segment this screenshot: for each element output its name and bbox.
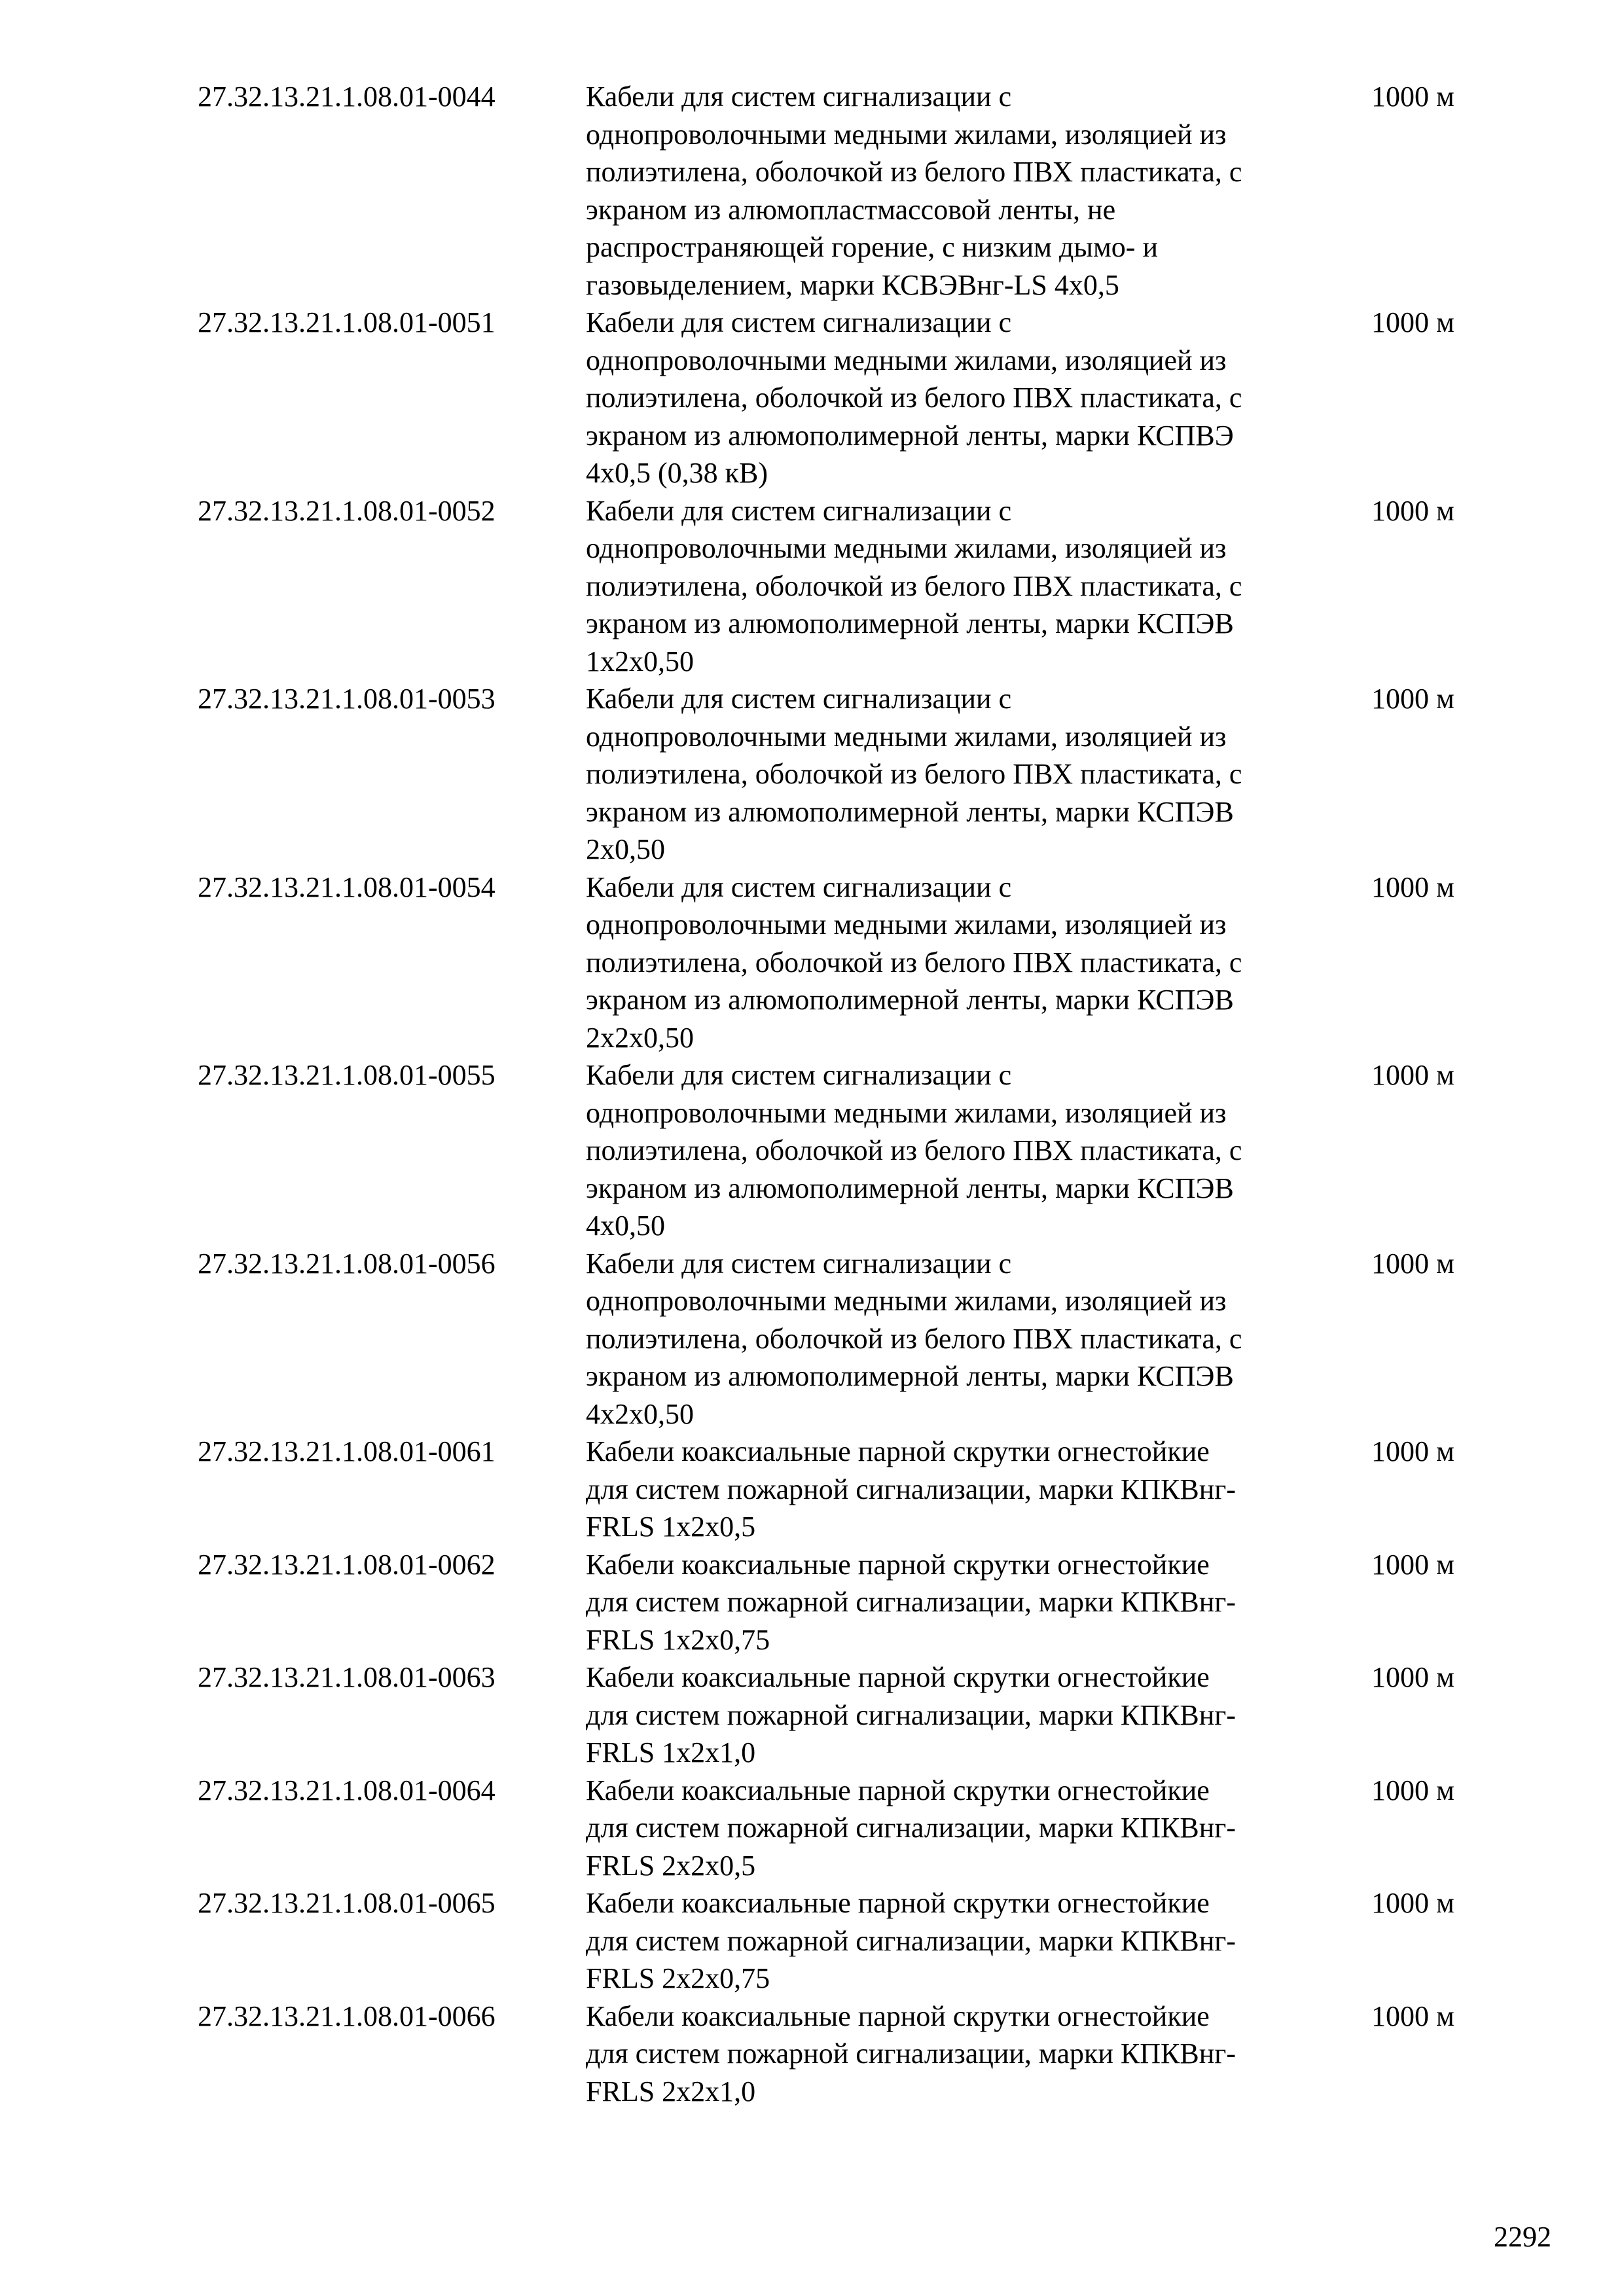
description-line: 2х2х0,50 (586, 1021, 694, 1054)
resource-code: 27.32.13.21.1.08.01-0056 (198, 1247, 496, 1280)
description-line: полиэтилена, оболочкой из белого ПВХ пластиката, с (586, 569, 1242, 602)
description-line: FRLS 2х2х1,0 (586, 2075, 756, 2108)
description-line: FRLS 1х2х1,0 (586, 1736, 756, 1768)
resource-description (586, 1884, 1371, 1998)
resource-description (586, 78, 1371, 304)
resource-code: 27.32.13.21.1.08.01-0055 (198, 1059, 496, 1091)
description-line: однопроволочными медными жилами, изоляцией из (586, 720, 1227, 753)
unit-of-measure: 1000 м (1371, 1059, 1454, 1091)
description-line: 4х0,5 (0,38 кВ) (586, 457, 768, 489)
description-line: экраном из алюмополимерной ленты, марки КСПЭВ (586, 795, 1234, 828)
unit-of-measure: 1000 м (1371, 1435, 1454, 1467)
unit-of-measure: 1000 м (1371, 870, 1454, 903)
description-line: полиэтилена, оболочкой из белого ПВХ пластиката, с (586, 156, 1242, 188)
description-line: 4х2х0,50 (586, 1397, 694, 1430)
list-item (198, 492, 1494, 681)
resource-description (586, 680, 1371, 869)
description-line: Кабели для систем сигнализации с (586, 870, 1012, 903)
description-line: Кабели коаксиальные парной скрутки огнестойкие (586, 1661, 1210, 1693)
unit-of-measure: 1000 м (1371, 1661, 1454, 1693)
resource-description (586, 1772, 1371, 1885)
description-line: для систем пожарной сигнализации, марки КПКВнг- (586, 2037, 1236, 2070)
description-line: FRLS 2х2х0,5 (586, 1849, 756, 1882)
description-line: однопроволочными медными жилами, изоляцией из (586, 118, 1227, 151)
list-item (198, 1433, 1494, 1546)
list-item (198, 1998, 1494, 2111)
unit-of-measure: 1000 м (1371, 306, 1454, 338)
resource-description (586, 869, 1371, 1057)
resource-description (586, 1546, 1371, 1659)
description-line: полиэтилена, оболочкой из белого ПВХ пластиката, с (586, 1322, 1242, 1355)
page-number: 2292 (1494, 2221, 1551, 2253)
list-item (198, 78, 1494, 304)
description-line: для систем пожарной сигнализации, марки КПКВнг- (586, 1473, 1236, 1505)
description-line: экраном из алюмополимерной ленты, марки КСПЭВ (586, 984, 1234, 1016)
list-item (198, 1245, 1494, 1433)
resource-code: 27.32.13.21.1.08.01-0064 (198, 1774, 496, 1806)
description-line: для систем пожарной сигнализации, марки КПКВнг- (586, 1812, 1236, 1844)
list-item (198, 1546, 1494, 1659)
resource-code: 27.32.13.21.1.08.01-0065 (198, 1887, 496, 1919)
resource-code: 27.32.13.21.1.08.01-0044 (198, 81, 496, 113)
resource-code: 27.32.13.21.1.08.01-0061 (198, 1435, 496, 1467)
resource-description (586, 1998, 1371, 2111)
description-line: экраном из алюмополимерной ленты, марки КСПЭВ (586, 607, 1234, 639)
resource-description (586, 1056, 1371, 1245)
description-line: полиэтилена, оболочкой из белого ПВХ пластиката, с (586, 382, 1242, 414)
resource-list (198, 78, 1494, 2110)
description-line: Кабели для систем сигнализации с (586, 683, 1012, 715)
list-item (198, 1659, 1494, 1772)
description-line: Кабели коаксиальные парной скрутки огнестойкие (586, 1548, 1210, 1581)
resource-code: 27.32.13.21.1.08.01-0053 (198, 683, 496, 715)
description-line: однопроволочными медными жилами, изоляцией из (586, 1285, 1227, 1317)
unit-of-measure: 1000 м (1371, 1887, 1454, 1919)
description-line: FRLS 1х2х0,5 (586, 1511, 756, 1543)
description-line: для систем пожарной сигнализации, марки КПКВнг- (586, 1698, 1236, 1731)
description-line: 2х0,50 (586, 833, 665, 865)
list-item (198, 1772, 1494, 1885)
description-line: Кабели коаксиальные парной скрутки огнестойкие (586, 2000, 1210, 2032)
description-line: Кабели коаксиальные парной скрутки огнестойкие (586, 1887, 1210, 1919)
unit-of-measure: 1000 м (1371, 1548, 1454, 1581)
resource-description (586, 1659, 1371, 1772)
description-line: однопроволочными медными жилами, изоляцией из (586, 532, 1227, 564)
unit-of-measure: 1000 м (1371, 683, 1454, 715)
description-line: экраном из алюмополимерной ленты, марки КСПЭВ (586, 1360, 1234, 1392)
description-line: Кабели коаксиальные парной скрутки огнестойкие (586, 1774, 1210, 1806)
description-line: Кабели коаксиальные парной скрутки огнестойкие (586, 1435, 1210, 1467)
resource-code: 27.32.13.21.1.08.01-0062 (198, 1548, 496, 1581)
description-line: распространяющей горение, с низким дымо- и (586, 231, 1159, 263)
resource-description (586, 1433, 1371, 1546)
description-line: однопроволочными медными жилами, изоляцией из (586, 908, 1227, 941)
description-line: Кабели для систем сигнализации с (586, 1059, 1012, 1091)
resource-description (586, 304, 1371, 492)
description-line: 1х2х0,50 (586, 645, 694, 677)
description-line: Кабели для систем сигнализации с (586, 81, 1012, 113)
resource-code: 27.32.13.21.1.08.01-0063 (198, 1661, 496, 1693)
resource-code: 27.32.13.21.1.08.01-0051 (198, 306, 496, 338)
description-line: Кабели для систем сигнализации с (586, 306, 1012, 338)
description-line: однопроволочными медными жилами, изоляцией из (586, 1096, 1227, 1129)
description-line: экраном из алюмопластмассовой ленты, не (586, 193, 1116, 226)
unit-of-measure: 1000 м (1371, 2000, 1454, 2032)
unit-of-measure: 1000 м (1371, 1247, 1454, 1280)
description-line: 4х0,50 (586, 1210, 665, 1242)
description-line: Кабели для систем сигнализации с (586, 1247, 1012, 1280)
description-line: экраном из алюмополимерной ленты, марки КСПВЭ (586, 419, 1234, 452)
description-line: газовыделением, марки КСВЭВнг-LS 4х0,5 (586, 268, 1119, 301)
list-item (198, 304, 1494, 492)
list-item (198, 1056, 1494, 1245)
description-line: полиэтилена, оболочкой из белого ПВХ пластиката, с (586, 758, 1242, 790)
description-line: экраном из алюмополимерной ленты, марки КСПЭВ (586, 1172, 1234, 1204)
description-line: Кабели для систем сигнализации с (586, 494, 1012, 527)
resource-code: 27.32.13.21.1.08.01-0066 (198, 2000, 496, 2032)
unit-of-measure: 1000 м (1371, 1774, 1454, 1806)
description-line: FRLS 2х2х0,75 (586, 1962, 770, 1994)
resource-code: 27.32.13.21.1.08.01-0052 (198, 494, 496, 527)
description-line: полиэтилена, оболочкой из белого ПВХ пластиката, с (586, 1134, 1242, 1166)
description-line: для систем пожарной сигнализации, марки КПКВнг- (586, 1924, 1236, 1957)
description-line: для систем пожарной сигнализации, марки КПКВнг- (586, 1586, 1236, 1618)
resource-description (586, 492, 1371, 681)
list-item (198, 869, 1494, 1057)
description-line: полиэтилена, оболочкой из белого ПВХ пластиката, с (586, 946, 1242, 978)
list-item (198, 680, 1494, 869)
list-item (198, 1884, 1494, 1998)
description-line: однопроволочными медными жилами, изоляцией из (586, 344, 1227, 376)
resource-code: 27.32.13.21.1.08.01-0054 (198, 870, 496, 903)
description-line: FRLS 1х2х0,75 (586, 1623, 770, 1656)
resource-description (586, 1245, 1371, 1433)
unit-of-measure: 1000 м (1371, 494, 1454, 527)
unit-of-measure: 1000 м (1371, 81, 1454, 113)
